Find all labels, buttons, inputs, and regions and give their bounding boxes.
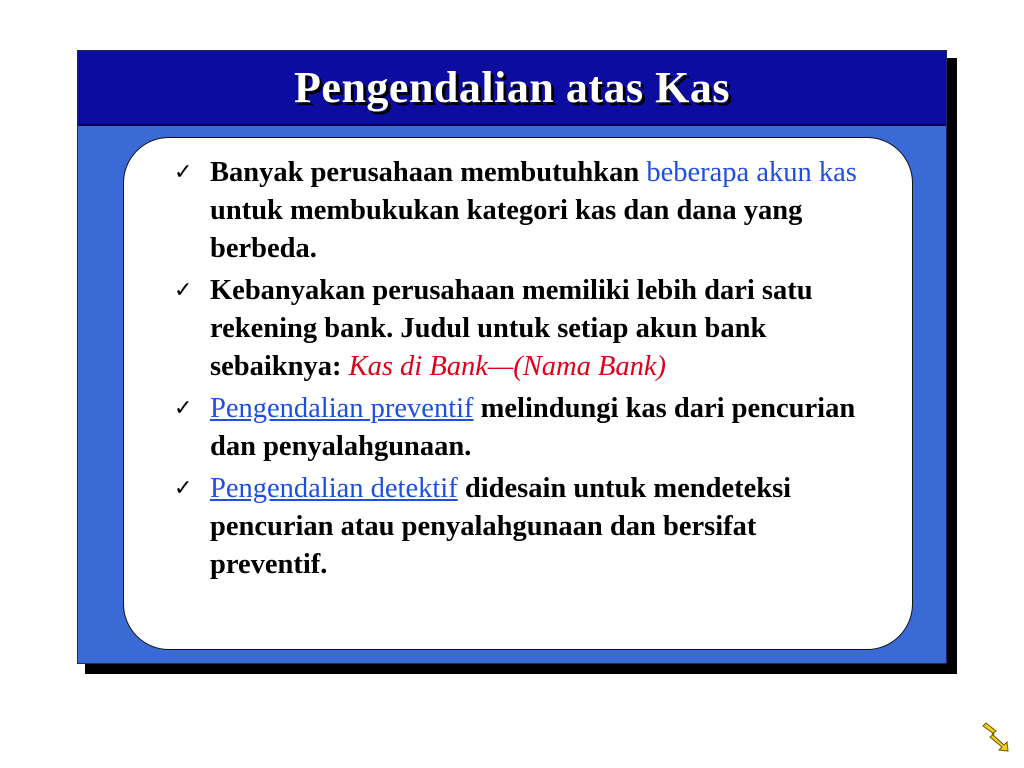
slide-frame — [77, 50, 947, 664]
lightning-icon — [980, 722, 1010, 752]
title-bar — [78, 51, 946, 126]
bullet-text: Kebanyakan perusahaan memiliki lebih dari satu rekening bank. Judul untuk setiap akun bank sebaiknya: — [210, 275, 813, 382]
preventive-control-link[interactable]: Pengendalian preventif — [210, 393, 474, 424]
detective-control-link[interactable]: Pengendalian detektif — [210, 473, 458, 504]
checkmark-icon: ✓ — [174, 476, 193, 501]
bullet-text: melindungi kas dari pencurian dan penyalahgunaan. — [210, 393, 856, 462]
bullet-item — [174, 272, 874, 386]
checkmark-icon: ✓ — [174, 160, 193, 185]
slide-title: Pengendalian atas Kas — [294, 63, 730, 112]
bullet-text: Banyak perusahaan membutuhkan — [210, 157, 647, 188]
bullet-highlight: Kas di Bank—(Nama Bank) — [348, 351, 667, 382]
bullet-item — [174, 390, 874, 466]
content-box — [123, 137, 913, 650]
bullet-item — [174, 470, 874, 584]
bullet-highlight: beberapa akun kas — [646, 157, 857, 188]
checkmark-icon: ✓ — [174, 396, 193, 421]
bullet-item — [174, 154, 874, 268]
bullet-text: untuk membukukan kategori kas dan dana yang berbeda. — [210, 195, 803, 264]
checkmark-icon: ✓ — [174, 278, 193, 303]
bullet-text: didesain untuk mendeteksi pencurian atau penyalahgunaan dan bersifat preventif. — [210, 473, 792, 580]
bullet-list — [174, 154, 874, 588]
